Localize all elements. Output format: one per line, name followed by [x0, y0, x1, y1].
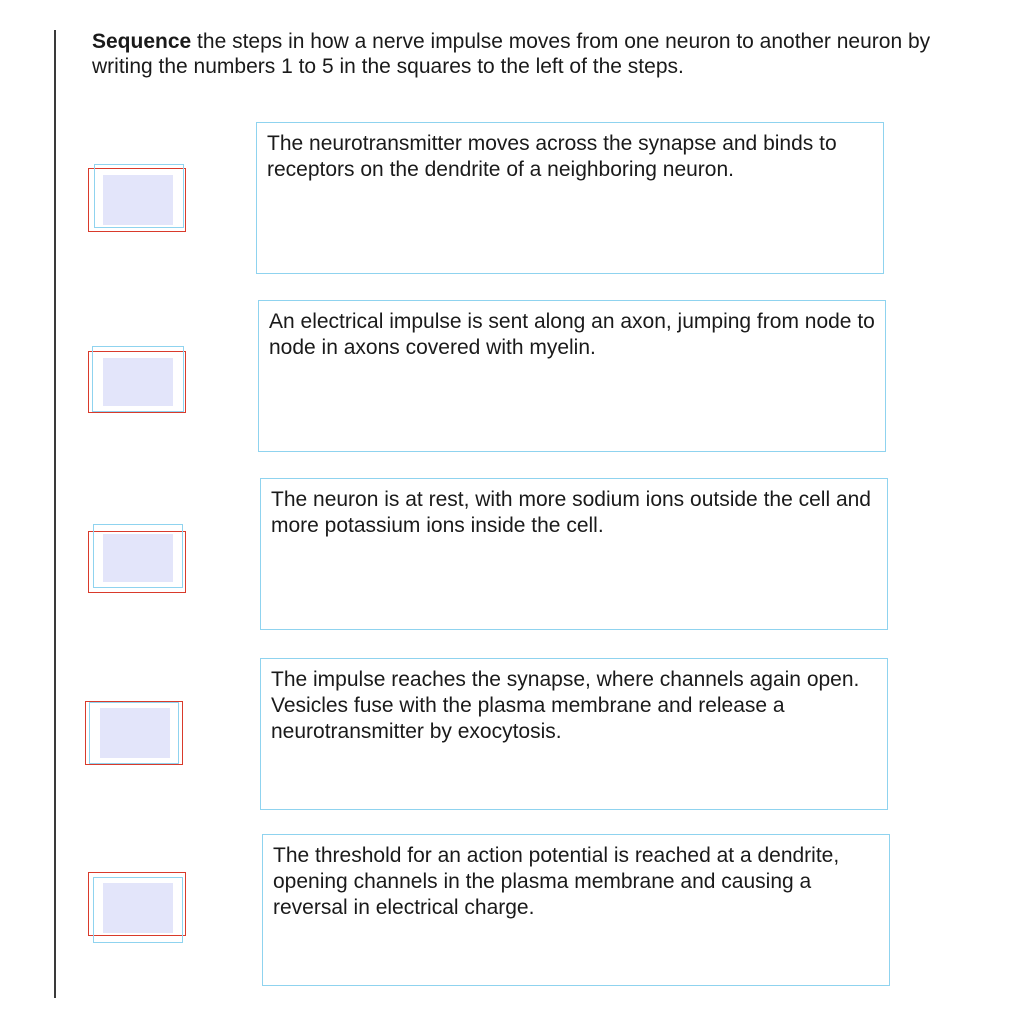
answer-box-2[interactable] — [88, 351, 186, 413]
instructions-text: the steps in how a nerve impulse moves from one neuron to another neuron by writing the numbers 1 to 5 in the squares to the left of the steps. — [92, 30, 931, 78]
answer-box-input-area[interactable] — [100, 708, 170, 758]
answer-box-1[interactable] — [88, 168, 186, 232]
answer-box-input-area[interactable] — [103, 358, 173, 406]
answer-box-5[interactable] — [88, 872, 186, 936]
step-card-2[interactable] — [258, 300, 886, 452]
instructions-bold-lead: Sequence — [92, 30, 192, 53]
step-card-3[interactable] — [260, 478, 888, 630]
answer-box-4[interactable] — [85, 701, 183, 765]
answer-box-input-area[interactable] — [103, 534, 173, 582]
step-text: The impulse reaches the synapse, where channels again open. Vesicles fuse with the plasma membrane and release a neurotransmitter by exocytosis. — [271, 668, 860, 743]
answer-box-input-area[interactable] — [103, 175, 173, 225]
step-card-5[interactable] — [262, 834, 890, 986]
step-text: An electrical impulse is sent along an axon, jumping from node to node in axons covered with myelin. — [269, 310, 875, 359]
answer-box-3[interactable] — [88, 531, 186, 593]
step-card-4[interactable] — [260, 658, 888, 810]
answer-box-input-area[interactable] — [103, 883, 173, 933]
instructions — [92, 29, 952, 79]
step-text: The neurotransmitter moves across the synapse and binds to receptors on the dendrite of a neighboring neuron. — [267, 132, 837, 181]
left-margin-rule — [54, 30, 56, 998]
step-text: The neuron is at rest, with more sodium ions outside the cell and more potassium ions inside the cell. — [271, 488, 871, 537]
step-card-1[interactable] — [256, 122, 884, 274]
step-text: The threshold for an action potential is reached at a dendrite, opening channels in the plasma membrane and causing a reversal in electrical charge. — [273, 844, 840, 919]
